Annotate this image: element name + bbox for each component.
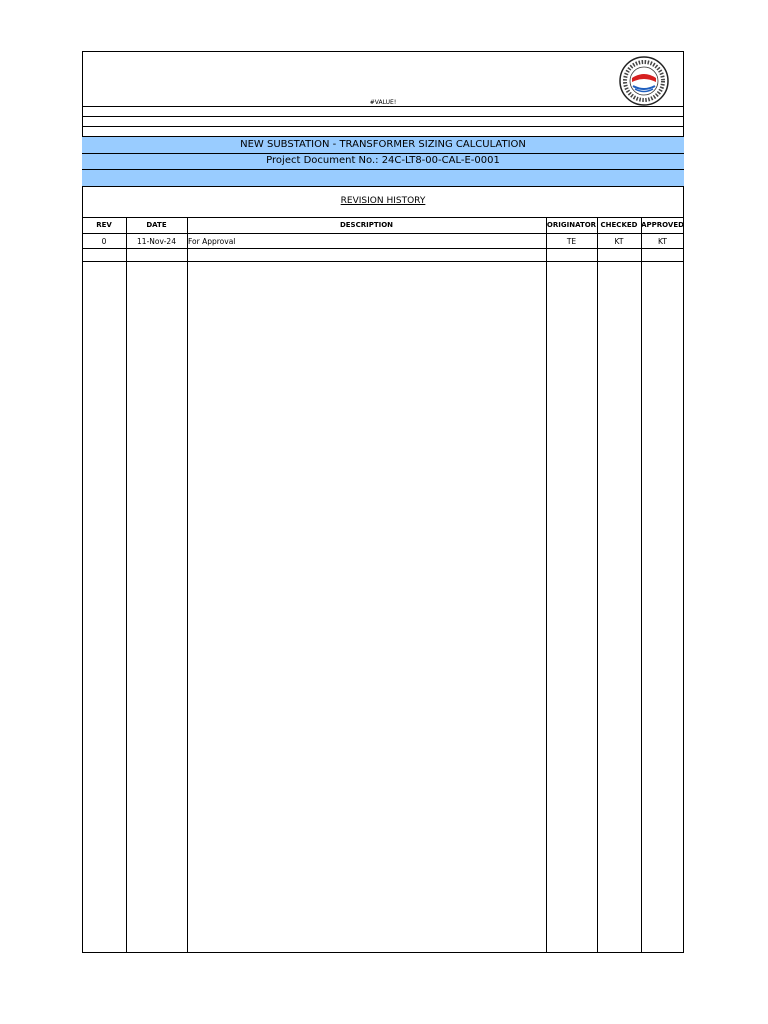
column-divider: [546, 217, 547, 953]
column-header-rev: REV: [96, 221, 112, 229]
document-title: NEW SUBSTATION - TRANSFORMER SIZING CALCULATION: [240, 139, 526, 150]
column-header-approved: APPROVED: [641, 221, 684, 229]
table-cell-description: For Approval: [188, 237, 236, 246]
error-value: #VALUE!: [369, 99, 397, 106]
column-divider: [126, 217, 127, 953]
revision-history-heading: REVISION HISTORY: [340, 196, 426, 206]
table-cell-approved: KT: [658, 237, 667, 246]
column-header-originator: ORIGINATOR: [546, 221, 597, 229]
table-header-rule: [82, 233, 684, 234]
empty-band: [82, 169, 684, 187]
table-top-rule: [82, 217, 684, 218]
column-header-checked: CHECKED: [600, 221, 638, 229]
divider: [82, 126, 684, 127]
table-row-rule: [82, 248, 684, 249]
column-divider: [597, 217, 598, 953]
column-header-description: DESCRIPTION: [339, 221, 394, 229]
column-divider: [641, 217, 642, 953]
document-number: Project Document No.: 24C-LT8-00-CAL-E-0001: [266, 155, 500, 166]
table-row-rule: [82, 261, 684, 262]
table-cell-checked: KT: [614, 237, 624, 246]
column-divider: [187, 217, 188, 953]
column-header-date: DATE: [146, 221, 167, 229]
divider: [82, 116, 684, 117]
table-cell-originator: TE: [566, 237, 577, 246]
divider: [82, 106, 684, 107]
table-cell-date: 11-Nov-24: [137, 237, 176, 246]
table-cell-rev: 0: [101, 237, 107, 246]
